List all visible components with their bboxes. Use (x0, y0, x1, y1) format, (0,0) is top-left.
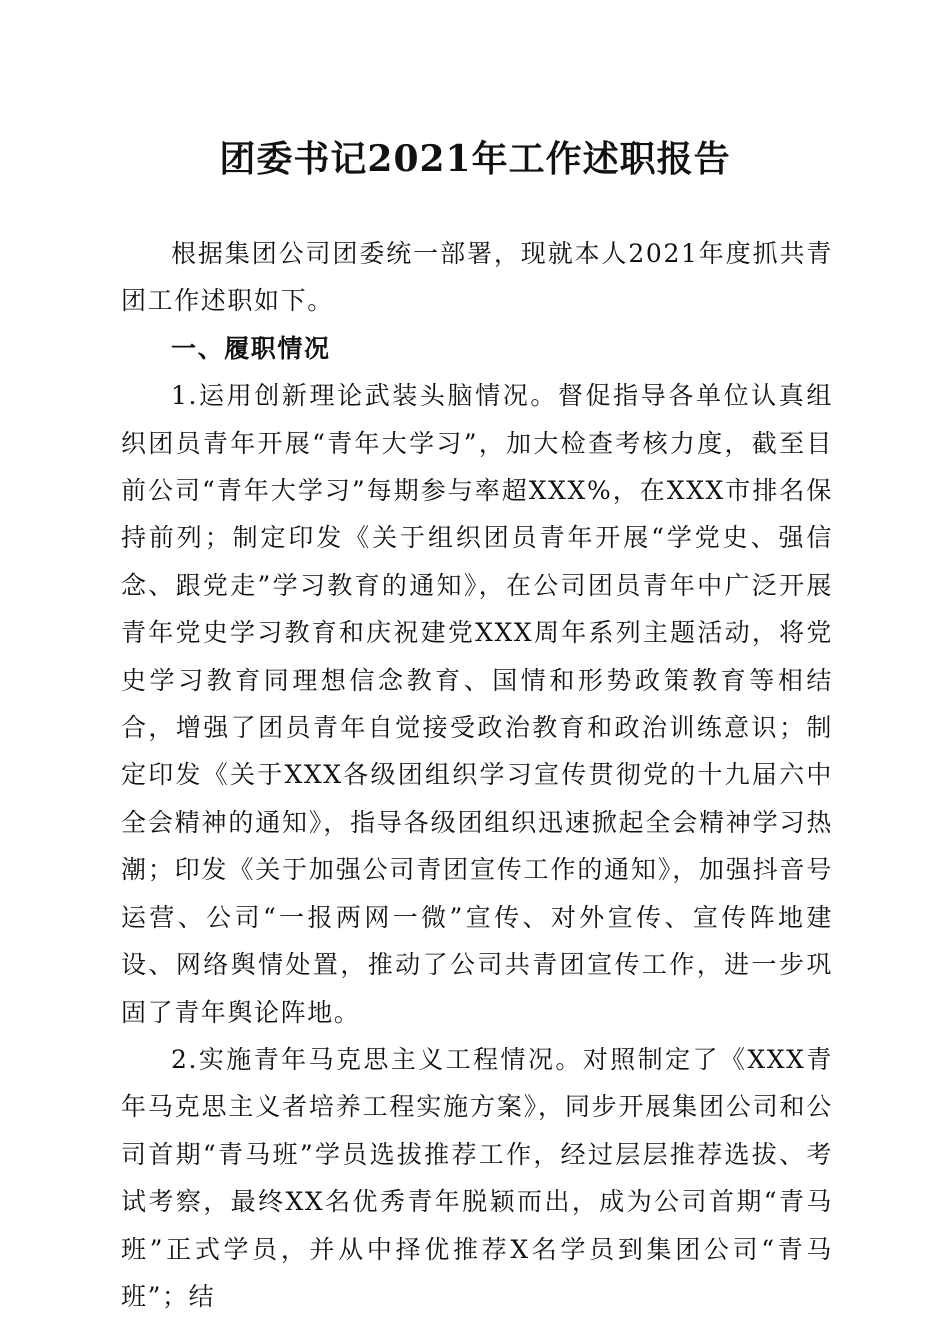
paragraph-item-1: 1.运用创新理论武装头脑情况。督促指导各单位认真组织团员青年开展“青年大学习”，加大检查考核力度，截至目前公司“青年大学习”每期参与率超XXX%，在XXX市排名保持前列；制定印发《关于组织团员青年开展“学党史、强信念、跟党走”学习教育的通知》，在公司团员青年中广泛开展青年党史学习教育和庆祝建党XXX周年系列主题活动，将党史学习教育同理想信念教育、国情和形势政策教育等相结合，增强了团员青年自觉接受政治教育和政治训练意识；制定印发《关于XXX各级团组织学习宣传贯彻党的十九届六中全会精神的通知》，指导各级团组织迅速掀起全会精神学习热潮；印发《关于加强公司青团宣传工作的通知》，加强抖音号运营、公司“一报两网一微”宣传、对外宣传、宣传阵地建设、网络舆情处置，推动了公司共青团宣传工作，进一步巩固了青年舆论阵地。 (121, 381, 833, 1027)
document-title: 团委书记2021年工作述职报告 (219, 138, 731, 180)
document-body (121, 230, 833, 1320)
paragraph-item-2: 2.实施青年马克思主义工程情况。对照制定了《XXX青年马克思主义者培养工程实施方案》，同步开展集团公司和公司首期“青马班”学员选拔推荐工作，经过层层推荐选拔、考试考察，最终XX名优秀青年脱颖而出，成为公司首期“青马班”正式学员，并从中择优推荐X名学员到集团公司“青马班”；结 (121, 1044, 833, 1311)
intro-paragraph: 根据集团公司团委统一部署，现就本人2021年度抓共青团工作述职如下。 (121, 239, 833, 316)
section-heading-duties: 一、履职情况 (171, 333, 331, 363)
